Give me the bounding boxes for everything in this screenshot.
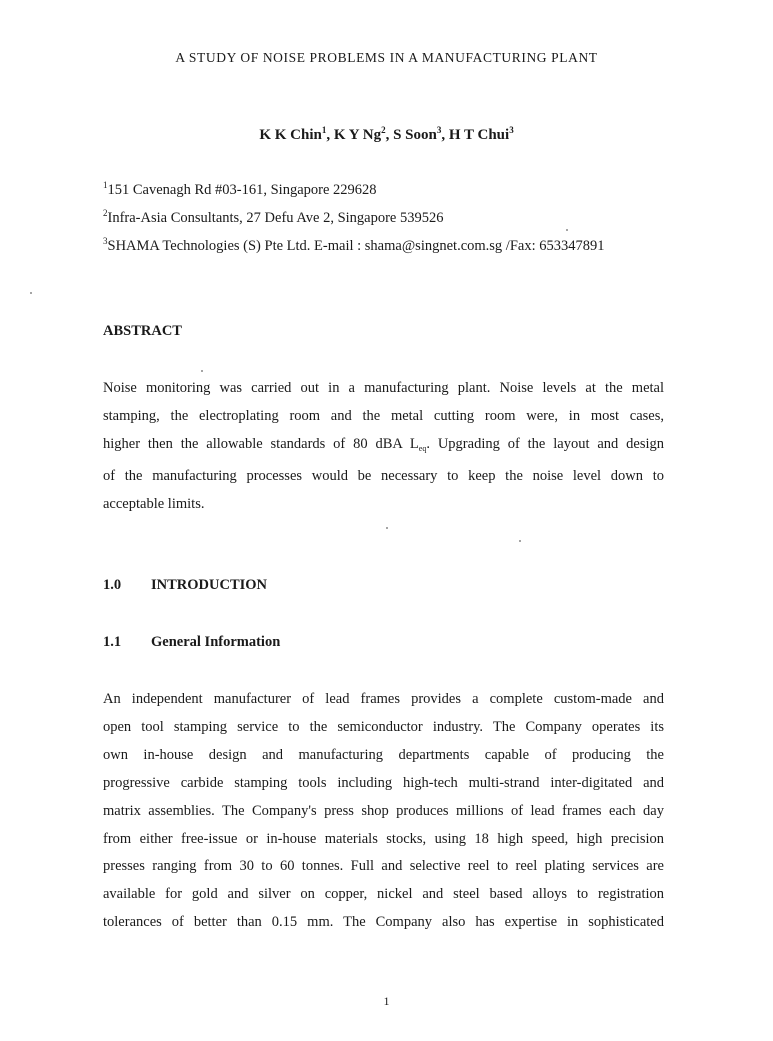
paper-title: A STUDY OF NOISE PROBLEMS IN A MANUFACTURING PLANT <box>175 50 598 65</box>
abstract-line: stamping, the electroplating room and the metal cutting room were, in most cases, <box>103 407 664 424</box>
scan-speck <box>519 540 521 542</box>
section-title: INTRODUCTION <box>151 577 268 593</box>
paragraph-line: progressive carbide stamping tools including high-tech multi-strand inter-digitated and <box>103 774 664 791</box>
subsection-heading-general-information <box>103 634 280 651</box>
affiliation-mark: 3 <box>103 236 108 246</box>
author-list: K K Chin$^1$, K Y Ng$^2$, S Soon$^3$, H T Chui$^3$ <box>259 125 514 143</box>
abstract-paragraph <box>103 375 664 519</box>
abstract-line: Noise monitoring was carried out in a manufacturing plant. Noise levels at the metal <box>103 380 664 396</box>
abstract-line: acceptable limits. <box>103 495 205 512</box>
affiliation-mark: 2 <box>381 125 386 135</box>
paragraph-line: matrix assemblies. The Company's press shop produces millions of lead frames each day <box>103 802 664 819</box>
affiliation-line <box>103 208 444 227</box>
abstract-line: of the manufacturing processes would be necessary to keep the noise level down to <box>103 467 664 484</box>
affiliation-mark: 1 <box>103 180 108 190</box>
scan-speck <box>566 229 568 231</box>
introduction-paragraph <box>103 686 664 937</box>
abstract-line-tail: . Upgrading of the layout and design <box>426 435 664 452</box>
section-heading-introduction <box>103 577 267 594</box>
affiliation-text: 151 Cavenagh Rd #03-161, Singapore 229628 <box>107 181 377 198</box>
paragraph-line: from either free-issue or in-house materials stocks, using 18 high speed, high precision <box>103 830 664 847</box>
section-number: 1.0 <box>103 577 122 593</box>
paragraph-line: own in-house design and manufacturing departments capable of producing the <box>103 746 664 763</box>
abstract-heading: ABSTRACT <box>103 323 182 339</box>
paragraph-line: available for gold and silver on copper, nickel and steel based alloys to registration <box>103 886 664 903</box>
leq-subscript: eq <box>418 443 427 453</box>
author-name: K Y Ng <box>333 127 382 143</box>
page-number: 1 <box>383 994 390 1008</box>
section-title: General Information <box>151 634 281 650</box>
affiliation-line <box>103 180 377 199</box>
affiliation-text: SHAMA Technologies (S) Pte Ltd. E-mail : shama@singnet.com.sg /Fax: 653347891 <box>107 237 605 254</box>
paragraph-line: presses ranging from 30 to 60 tonnes. Full and selective reel to reel plating services are <box>103 858 664 875</box>
affiliation-line <box>103 236 604 255</box>
abstract-line <box>103 431 664 463</box>
author-name: S Soon <box>393 127 437 143</box>
author-name: H T Chui <box>448 127 510 143</box>
affiliation-mark: 3 <box>509 125 514 135</box>
affiliation-text: Infra-Asia Consultants, 27 Defu Ave 2, Singapore 539526 <box>107 209 444 226</box>
scan-speck <box>386 527 388 529</box>
scan-speck <box>30 292 32 294</box>
paragraph-line: tolerances of better than 0.15 mm. The Company also has expertise in sophisticated <box>103 914 664 931</box>
affiliation-mark: 2 <box>103 208 108 218</box>
affiliation-mark: 1 <box>321 125 327 135</box>
affiliation-mark: 3 <box>436 125 442 135</box>
author-name: K K Chin <box>259 127 322 143</box>
scan-speck <box>201 370 203 372</box>
paragraph-line: An independent manufacturer of lead frames provides a complete custom-made and <box>103 691 664 707</box>
paragraph-line: open tool stamping service to the semiconductor industry. The Company operates its <box>103 718 664 735</box>
abstract-line-text: higher then the allowable standards of 80 dBA L <box>103 435 419 452</box>
section-number: 1.1 <box>103 634 122 650</box>
